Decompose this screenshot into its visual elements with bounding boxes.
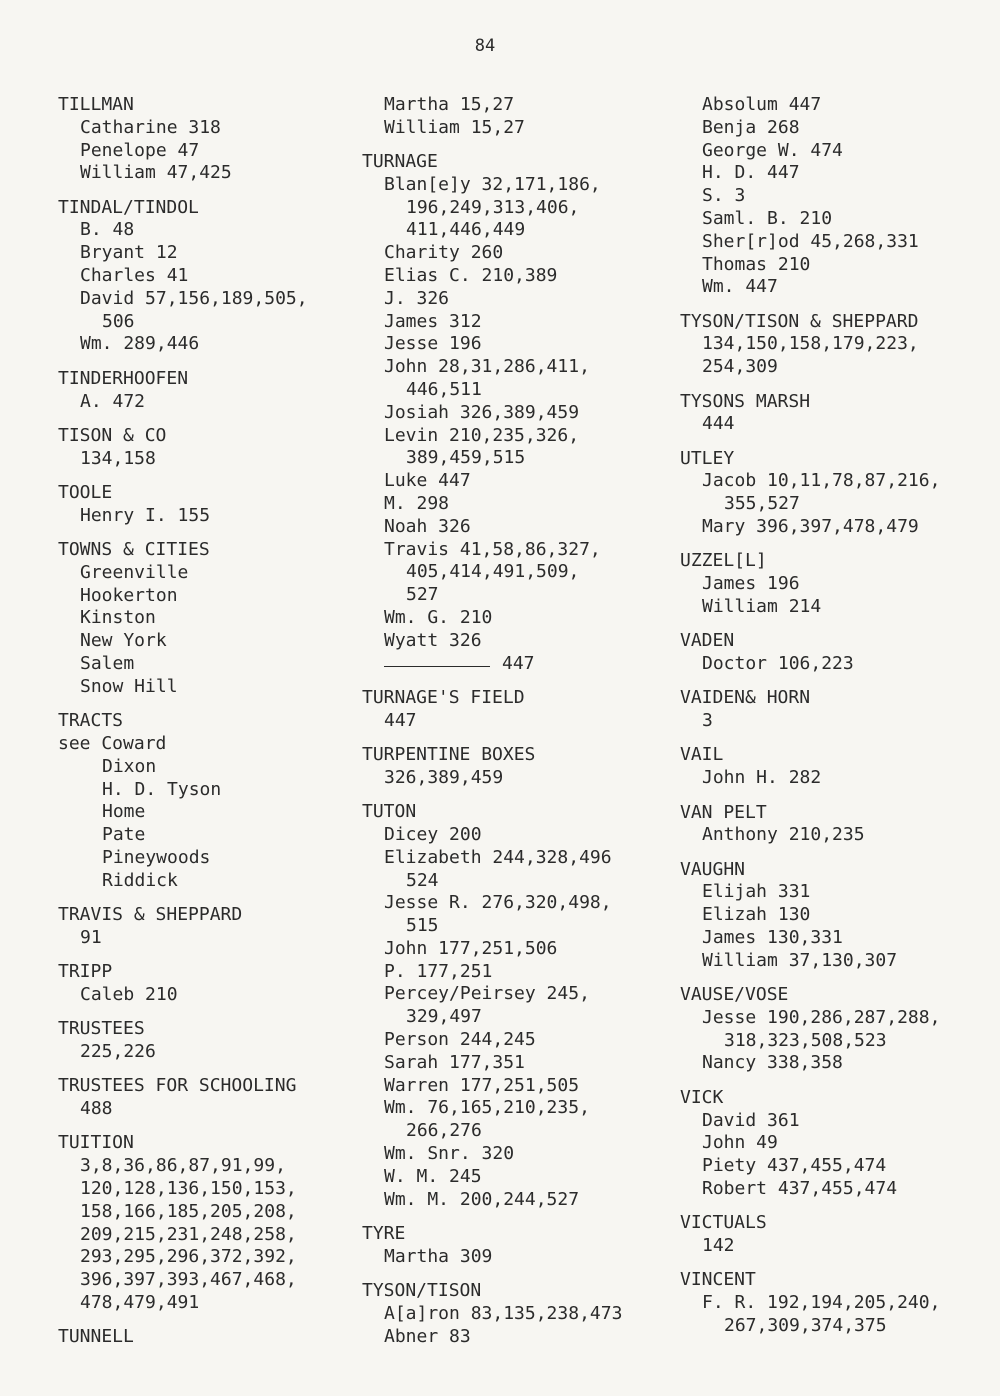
entry-line: Hookerton [80,584,178,606]
entry-line: Pineywoods [102,846,211,868]
index-entry [680,448,998,539]
entry-line: Martha 309 [384,1245,493,1267]
index-entry [58,1018,358,1064]
entry-heading: VINCENT [680,1269,756,1291]
entry-line: 318,323,508,523 [724,1029,887,1051]
entry-line: Nancy 338,358 [702,1052,843,1074]
entry-line: 444 [702,413,735,435]
entry-line: 524 [406,869,439,891]
entry-line: 515 [406,915,439,937]
entry-line: William 37,130,307 [702,949,898,971]
entry-line: Henry I. 155 [80,504,211,526]
index-entry [680,802,998,848]
entry-heading: TURNAGE [362,151,438,173]
entry-line: Kinston [80,607,156,629]
index-entry [680,94,998,299]
entry-line: F. R. 192,194,205,240, [702,1292,941,1314]
entry-heading: UZZEL[L] [680,550,767,572]
index-entry [362,151,672,675]
index-entry [680,391,998,437]
entry-line: Benja 268 [702,116,800,138]
entry-heading: TUNNELL [58,1326,134,1348]
entry-heading: TRUSTEES FOR SCHOOLING [58,1075,297,1097]
entry-line: David 361 [702,1109,800,1131]
index-entry [680,1269,998,1337]
entry-line: James 196 [702,573,800,595]
entry-line: Person 244,245 [384,1029,536,1051]
entry-line: William 47,425 [80,162,232,184]
entry-line: Wyatt 326 [384,629,482,651]
index-column-2 [362,94,672,1360]
entry-line: 446,511 [406,379,482,401]
entry-heading: TISON & CO [58,424,167,446]
entry-line: Wm. M. 200,244,527 [384,1188,580,1210]
entry-heading: TRIPP [58,961,113,983]
entry-line: H. D. Tyson [102,778,222,800]
entry-heading: VAIL [680,744,724,766]
entry-line: Elias C. 210,389 [384,265,558,287]
entry-line: 196,249,313,406, [406,196,580,218]
entry-line: Elijah 331 [702,881,811,903]
entry-line: 134,158 [80,447,156,469]
index-entry [58,425,358,471]
entry-line: 527 [406,584,439,606]
entry-line: M. 298 [384,493,450,515]
entry-heading: VADEN [680,630,735,652]
index-entry [58,539,358,699]
entry-line: John H. 282 [702,767,822,789]
entry-heading: TINDAL/TINDOL [58,196,199,218]
entry-line: H. D. 447 [702,162,800,184]
entry-line: Levin 210,235,326, [384,424,580,446]
entry-line: Riddick [102,869,178,891]
entry-heading: TINDERHOOFEN [58,367,189,389]
entry-line: Noah 326 [384,515,471,537]
entry-line: 142 [702,1235,735,1257]
entry-line: 411,446,449 [406,219,526,241]
entry-line: Dixon [102,755,157,777]
entry-line: Jesse 190,286,287,288, [702,1006,941,1028]
entry-line: George W. 474 [702,139,843,161]
page-number: 84 [474,36,496,56]
entry-line: William 15,27 [384,116,525,138]
index-entry [362,801,672,1211]
entry-line: Martha 15,27 [384,94,515,115]
entry-line: 389,459,515 [406,447,526,469]
entry-line: 225,226 [80,1040,156,1062]
entry-line: James 130,331 [702,927,843,948]
entry-line: Josiah 326,389,459 [384,401,580,423]
entry-line: 355,527 [724,493,800,515]
index-entry [58,368,358,414]
entry-line: Wm. 289,446 [80,333,200,355]
entry-heading: TILLMAN [58,94,134,115]
entry-heading: TOOLE [58,481,113,503]
entry-line: 266,276 [406,1120,482,1142]
entry-line: Doctor 106,223 [702,653,854,675]
entry-line: Salem [80,653,135,675]
entry-line: Greenville [80,561,189,583]
entry-line: 3,8,36,86,87,91,99, [80,1155,286,1177]
entry-line: Caleb 210 [80,983,178,1005]
entry-line: Pate [102,824,146,846]
index-entry [58,1075,358,1121]
entry-heading: TYRE [362,1222,406,1244]
entry-line: Elizah 130 [702,904,811,926]
entry-heading: VAIDEN& HORN [680,687,811,709]
index-entry [680,687,998,733]
entry-line: William 214 [702,595,822,617]
entry-heading: TYSON/TISON & SHEPPARD [680,310,919,332]
index-entry [680,744,998,790]
entry-line: Charity 260 [384,242,504,264]
entry-line: Dicey 200 [384,823,482,845]
entry-line: 254,309 [702,356,778,378]
entry-line: Sarah 177,351 [384,1051,525,1073]
entry-line: Snow Hill [80,675,178,697]
entry-heading: TYSONS MARSH [680,390,811,412]
entry-line: B. 48 [80,219,135,241]
index-entry [58,94,358,185]
blank-name-rule [384,665,490,667]
index-entry [680,1087,998,1201]
entry-line: Robert 437,455,474 [702,1177,898,1199]
index-entry [58,1326,358,1349]
entry-line: Catharine 318 [80,116,221,138]
entry-line: A[a]ron 83,135,238,473 [384,1302,623,1324]
entry-line: Sher[r]od 45,268,331 [702,230,919,252]
index-entry [680,550,998,618]
entry-line: Travis 41,58,86,327, [384,538,601,560]
index-column-3 [680,94,998,1349]
entry-line: 447 [384,709,417,731]
entry-line: S. 3 [702,185,746,207]
entry-line: Wm. Snr. 320 [384,1143,515,1165]
entry-line: John 49 [702,1132,778,1154]
entry-line: 3 [702,710,713,732]
entry-heading: TUTON [362,801,417,823]
entry-line: Saml. B. 210 [702,207,833,229]
index-column-1 [58,94,358,1361]
entry-line: see Coward [58,732,167,754]
entry-line: Jesse R. 276,320,498, [384,892,612,914]
entry-line: Wm. G. 210 [384,607,493,629]
entry-line: Blan[e]y 32,171,186, [384,173,601,195]
index-entry [58,1132,358,1314]
index-entry [58,197,358,357]
entry-line: New York [80,630,167,652]
index-entry [680,1212,998,1258]
entry-line: 326,389,459 [384,766,504,788]
entry-line: Elizabeth 244,328,496 [384,846,612,868]
entry-line: 158,166,185,205,208, [80,1200,297,1222]
entry-line: 405,414,491,509, [406,561,580,583]
index-entry [680,311,998,379]
entry-line: John 177,251,506 [384,937,558,959]
entry-line: J. 326 [384,287,450,309]
entry-line: 506 [102,310,135,332]
entry-line: Penelope 47 [80,139,200,161]
entry-heading: TRAVIS & SHEPPARD [58,904,243,925]
entry-line: 267,309,374,375 [724,1314,887,1336]
entry-line: 396,397,393,467,468, [80,1269,297,1291]
entry-heading: VICK [680,1086,724,1108]
index-entry [58,961,358,1007]
index-entry [362,1280,672,1348]
entry-heading: VAUGHN [680,858,746,880]
entry-line: Wm. 76,165,210,235, [384,1097,590,1119]
index-entry [362,744,672,790]
entry-line-text: 447 [502,652,535,674]
entry-line: P. 177,251 [384,960,493,982]
entry-heading: TUITION [58,1132,134,1154]
entry-line: 329,497 [406,1006,482,1028]
index-entry [362,687,672,733]
entry-heading: TOWNS & CITIES [58,539,210,561]
entry-line: Piety 437,455,474 [702,1155,887,1177]
index-entry [362,1223,672,1269]
entry-heading: TYSON/TISON [362,1280,482,1302]
entry-line: 293,295,296,372,392, [80,1246,297,1268]
entry-heading: TURPENTINE BOXES [362,744,536,766]
entry-line: Wm. 447 [702,276,778,298]
entry-line: 478,479,491 [80,1291,200,1313]
entry-line: Mary 396,397,478,479 [702,516,919,538]
index-entry [680,630,998,676]
entry-heading: UTLEY [680,447,735,469]
entry-line: James 312 [384,310,482,332]
entry-line: W. M. 245 [384,1165,482,1187]
index-entry [58,904,358,950]
index-entry [362,94,672,140]
index-entry [680,984,998,1075]
entry-line: Absolum 447 [702,94,822,115]
index-entry [680,859,998,973]
entry-line: Abner 83 [384,1325,471,1347]
entry-line: Luke 447 [384,470,471,492]
entry-line: 120,128,136,150,153, [80,1177,297,1199]
entry-line: 209,215,231,248,258, [80,1223,297,1245]
entry-line: A. 472 [80,390,146,412]
entry-heading: TURNAGE'S FIELD [362,686,525,708]
entry-heading: TRACTS [58,710,124,732]
entry-line: Anthony 210,235 [702,824,865,846]
entry-line: 488 [80,1098,113,1120]
entry-line: 134,150,158,179,223, [702,333,919,355]
entry-line: Charles 41 [80,265,189,287]
entry-line: David 57,156,189,505, [80,287,308,309]
entry-heading: VICTUALS [680,1212,767,1234]
entry-line: Bryant 12 [80,242,178,264]
entry-line: Jacob 10,11,78,87,216, [702,470,941,492]
entry-line: Percey/Peirsey 245, [384,983,590,1005]
entry-heading: TRUSTEES [58,1018,145,1040]
entry-line: 91 [80,926,102,948]
index-entry [58,482,358,528]
entry-heading: VAUSE/VOSE [680,984,789,1006]
entry-line: Jesse 196 [384,333,482,355]
entry-line: John 28,31,286,411, [384,356,590,378]
entry-line: Thomas 210 [702,253,811,275]
index-entry [58,710,358,892]
entry-line-blank-name [362,653,672,676]
entry-line: Warren 177,251,505 [384,1074,580,1096]
entry-heading: VAN PELT [680,801,767,823]
entry-line: Home [102,801,146,823]
